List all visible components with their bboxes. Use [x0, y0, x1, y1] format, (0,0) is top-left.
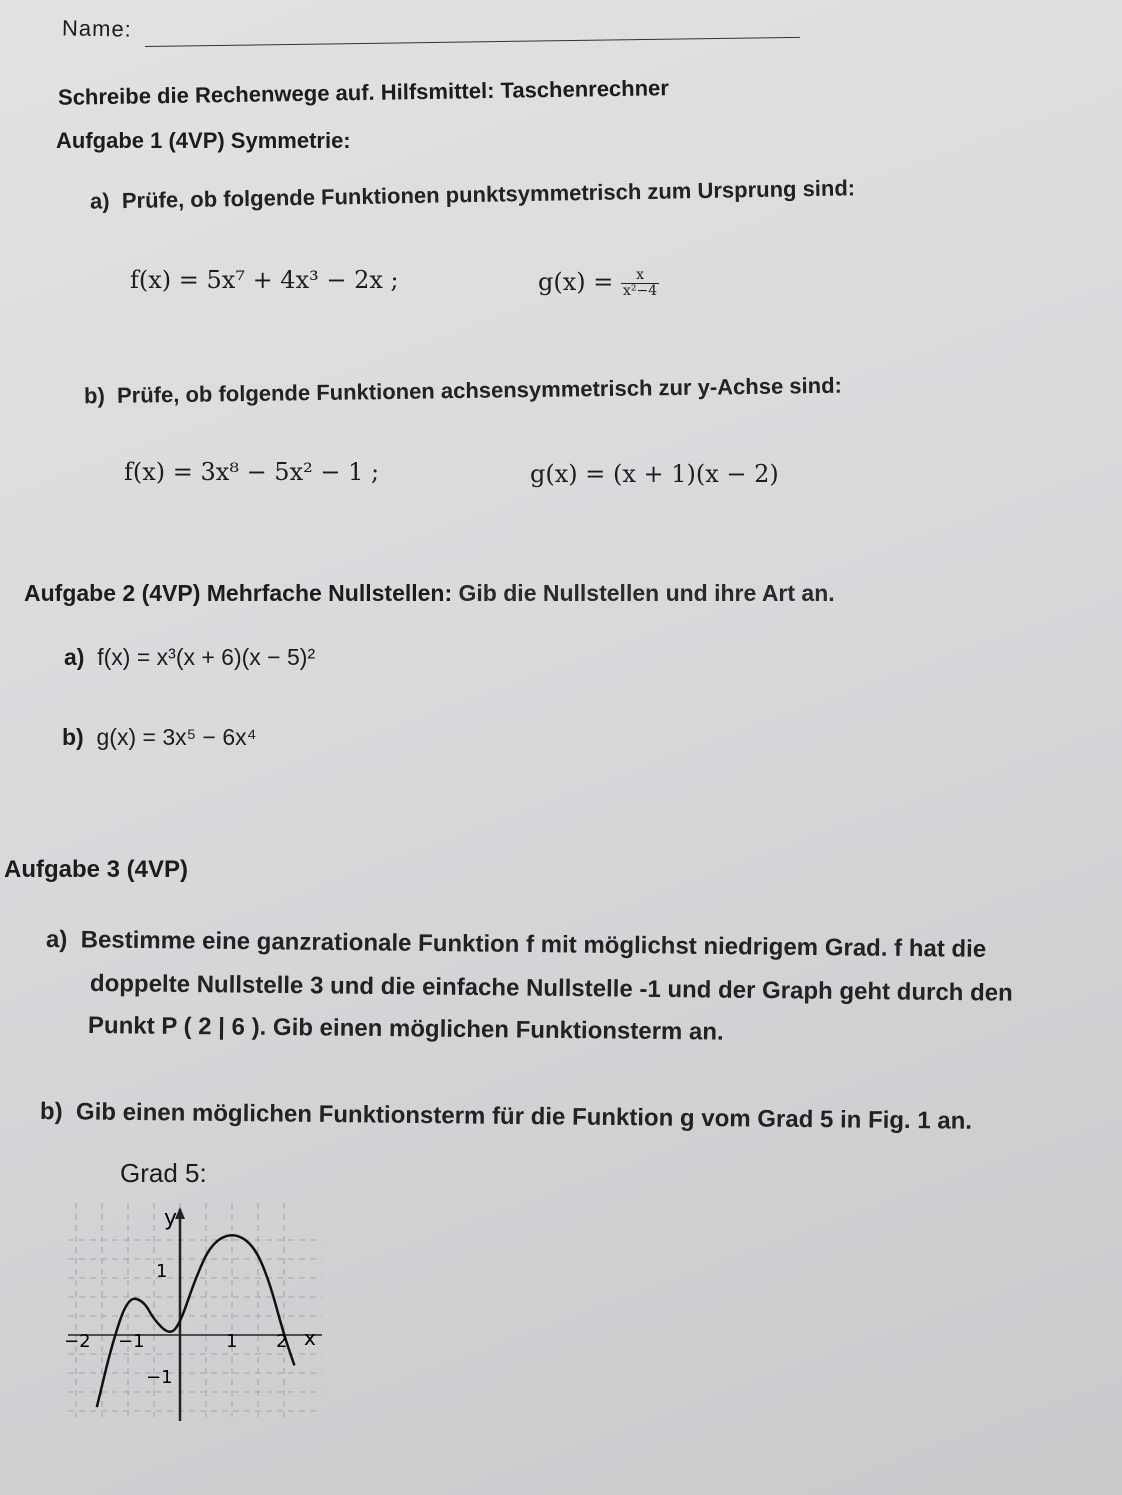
task2-title: Aufgabe 2 (4VP) Mehrfache Nullstellen:	[24, 580, 453, 606]
function-graph	[60, 1195, 330, 1425]
name-label: Name:	[61, 15, 133, 42]
tick-label-x-m2: −2	[64, 1331, 91, 1352]
task1-title: Aufgabe 1 (4VP) Symmetrie:	[56, 128, 351, 153]
graph-curve	[97, 1235, 295, 1407]
task1-a-text: Prüfe, ob folgende Funktionen punktsymmetrisch zum Ursprung sind:	[121, 175, 856, 214]
task1-b-text: Prüfe, ob folgende Funktionen achsensymmetrisch zur y-Achse sind:	[116, 372, 843, 408]
task1-a-g-fraction	[621, 268, 659, 299]
fraction-numerator: x	[621, 268, 659, 284]
tick-label-y-pos: 1	[156, 1261, 168, 1282]
task1-a	[90, 175, 856, 214]
tick-label-x-1: 1	[226, 1331, 238, 1352]
task3-b	[40, 1098, 972, 1136]
task3-a-line2: doppelte Nullstelle 3 und die einfache Nullstelle -1 und der Graph geht durch den	[89, 970, 1013, 1007]
fraction-denominator: x²−4	[623, 283, 658, 299]
task2-b	[62, 724, 257, 751]
task3-a-label: a)	[45, 926, 68, 954]
task1-b-label: b)	[83, 383, 105, 409]
tick-label-x-2: 2	[276, 1331, 288, 1352]
task1-a-label: a)	[89, 188, 110, 214]
task2-b-g: g(x) = 3x⁵ − 6x⁴	[96, 724, 257, 750]
task3-a-line1: Bestimme eine ganzrationale Funktion f mit möglichst niedrigem Grad. f hat die	[80, 926, 987, 963]
task2-a	[64, 644, 315, 671]
tick-label-y-neg: −1	[146, 1367, 173, 1388]
graph-grid	[68, 1203, 322, 1417]
task1-b	[84, 373, 842, 410]
task3-b-label: b)	[39, 1098, 63, 1126]
task3-a-line3: Punkt P ( 2 | 6 ). Gib einen möglichen Funktionsterm an.	[87, 1012, 724, 1046]
task2-a-label: a)	[64, 644, 85, 670]
task3-a	[46, 926, 986, 964]
x-axis-label: x	[304, 1326, 316, 1350]
task1-b-f: f(x) = 3x⁸ − 5x² − 1 ;	[124, 458, 380, 486]
task1-a-g	[538, 268, 659, 299]
task3-b-text: Gib einen möglichen Funktionsterm für die Funktion g vom Grad 5 in Fig. 1 an.	[75, 1098, 973, 1135]
task2-b-label: b)	[62, 724, 84, 750]
instructions: Schreibe die Rechenwege auf. Hilfsmittel: Taschenrechner	[57, 75, 670, 110]
task3-title: Aufgabe 3 (4VP)	[4, 856, 189, 883]
tick-label-x-m1: −1	[118, 1331, 145, 1352]
task2-a-f: f(x) = x³(x + 6)(x − 5)²	[97, 644, 316, 670]
figure-caption: Grad 5:	[120, 1158, 207, 1188]
task1-a-f: f(x) = 5x⁷ + 4x³ − 2x ;	[130, 266, 399, 294]
name-line	[145, 37, 800, 47]
task2-title-row	[24, 580, 835, 607]
y-axis-label: y	[164, 1206, 178, 1231]
task1-a-g-lhs: g(x) =	[538, 268, 614, 296]
task1-b-g: g(x) = (x + 1)(x − 2)	[530, 460, 779, 488]
task2-title-rest: Gib die Nullstellen und ihre Art an.	[458, 580, 835, 606]
